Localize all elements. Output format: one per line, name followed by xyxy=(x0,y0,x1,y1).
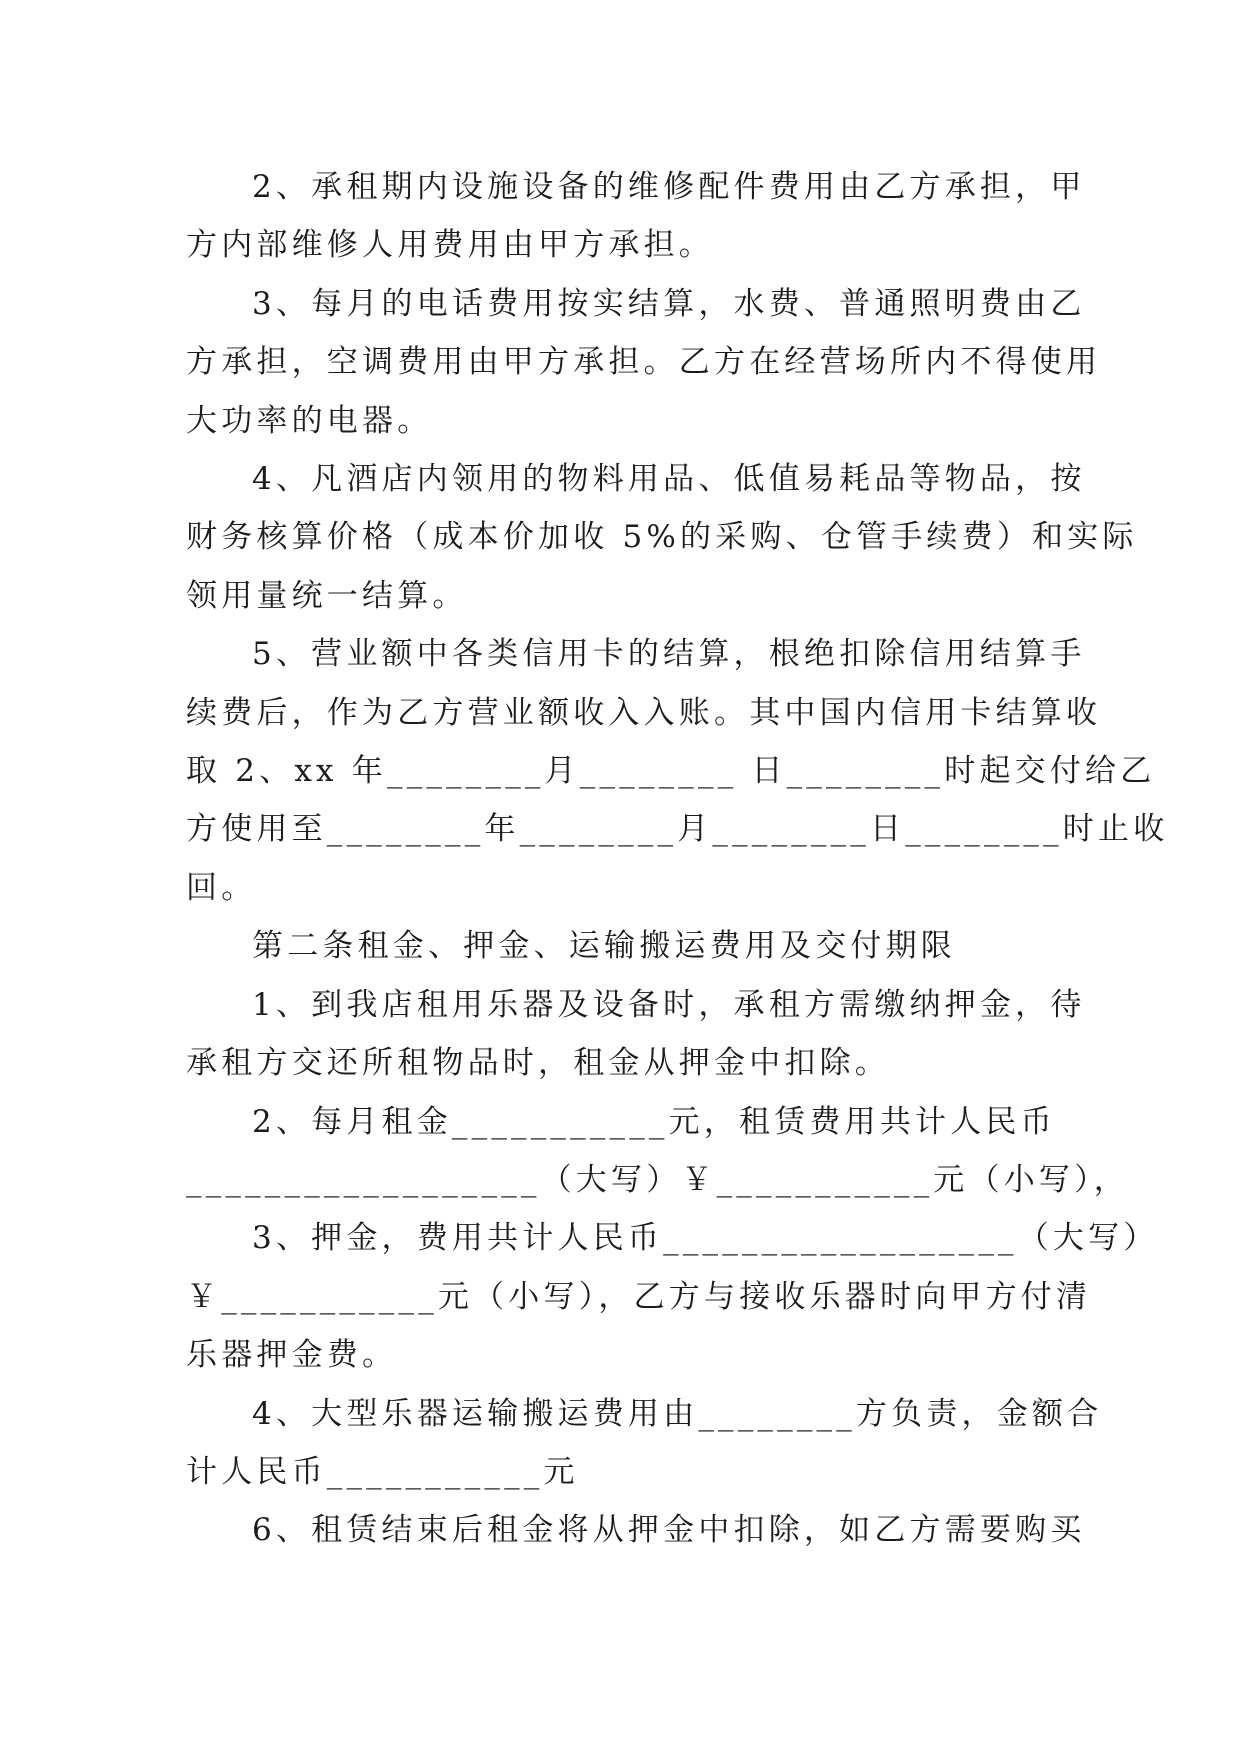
text-line: __________________（大写）￥___________元（小写）， xyxy=(186,1161,1129,1198)
text-line: 乐器押金费。 xyxy=(186,1337,398,1374)
text-line: 6、租赁结束后租金将从押金中扣除，如乙方需要购买 xyxy=(252,1512,1086,1549)
text-line: 续费后，作为乙方营业额收入入账。其中国内信用卡结算收 xyxy=(186,694,1102,731)
text-line: 4、凡酒店内领用的物料用品、低值易耗品等物品，按 xyxy=(252,461,1086,498)
text-line: 5、营业额中各类信用卡的结算，根绝扣除信用结算手 xyxy=(252,636,1086,673)
text-line: 3、押金，费用共计人民币__________________（大写） xyxy=(252,1220,1159,1257)
document-body xyxy=(186,158,1169,1560)
text-line: 方承担，空调费用由甲方承担。乙方在经营场所内不得使用 xyxy=(186,344,1102,381)
text-line: 领用量统一结算。 xyxy=(186,577,468,614)
text-line: 计人民币___________元 xyxy=(186,1453,579,1490)
text-line: 取 2、xx 年________月________ 日________时起交付给乙 xyxy=(186,753,1156,790)
text-line: 方内部维修人用费用由甲方承担。 xyxy=(186,227,714,264)
text-line: 4、大型乐器运输搬运费用由________方负责，金额合 xyxy=(252,1395,1103,1432)
text-line: 承租方交还所租物品时，租金从押金中扣除。 xyxy=(186,1045,890,1082)
text-line: ￥___________元（小写），乙方与接收乐器时向甲方付清 xyxy=(186,1278,1092,1315)
text-line: 2、每月租金___________元，租赁费用共计人民币 xyxy=(252,1103,1056,1140)
text-line: 3、每月的电话费用按实结算，水费、普通照明费由乙 xyxy=(252,285,1086,322)
text-line: 大功率的电器。 xyxy=(186,402,433,439)
text-line: 2、承租期内设施设备的维修配件费用由乙方承担，甲 xyxy=(252,169,1086,205)
text-line: 方使用至________年________月________日________时止收 xyxy=(186,811,1169,848)
text-line: 1、到我店租用乐器及设备时，承租方需缴纳押金，待 xyxy=(252,986,1086,1023)
text-line: 回。 xyxy=(186,869,257,906)
section-heading: 第二条租金、押金、运输搬运费用及交付期限 xyxy=(252,928,956,965)
text-line: 财务核算价格（成本价加收 5%的采购、仓管手续费）和实际 xyxy=(186,519,1138,556)
